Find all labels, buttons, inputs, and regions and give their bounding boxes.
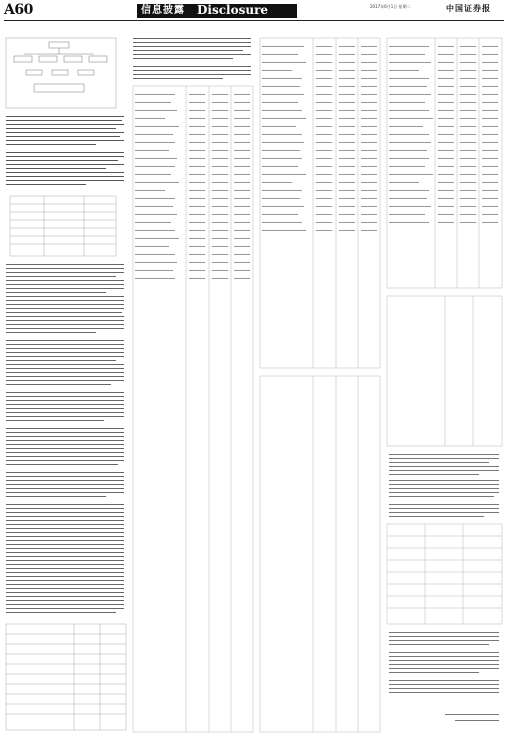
column-2 (131, 24, 255, 738)
issue-date: 2017年6月1日 星期二 (370, 4, 411, 9)
column-1-content (4, 24, 128, 738)
page-number: A60 (4, 2, 33, 18)
section-title-cn: 信息披露 (141, 5, 185, 16)
masthead (0, 0, 508, 20)
column-2-content (131, 24, 255, 738)
section-banner (137, 4, 297, 18)
column-1 (4, 24, 128, 738)
section-title-en: Disclosure (197, 3, 269, 17)
column-4-content (385, 24, 504, 738)
newspaper-logo: 中国证券报 (446, 3, 491, 13)
header-rule (4, 20, 504, 21)
column-3 (258, 24, 382, 738)
column-4 (385, 24, 504, 738)
column-3-content (258, 24, 382, 738)
